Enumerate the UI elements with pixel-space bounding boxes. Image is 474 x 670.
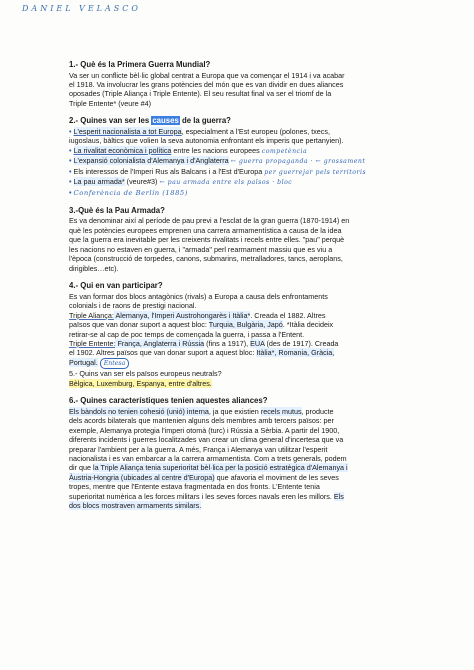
section-q4 (69, 281, 421, 388)
question-4-title: 4.- Qui en van participar? (69, 281, 163, 291)
cause-detail: entre les nacions europees (171, 145, 260, 155)
text: , ja que existien (208, 406, 261, 416)
triple-alliance-members: Alemanya, l'Imperi Austrohongarès i Itàlia* (113, 310, 251, 320)
q2-cause-1-cont: iugoslaus, bàltics que volien la seva autonomia enfrontant els imperis que pertanyien). (69, 136, 344, 146)
q6-line (69, 501, 421, 510)
bullet-icon: • (69, 126, 72, 136)
q6-line: tropes, mentre que l'Entente estava fragmentada en dos fronts. L'Entente tenia (69, 482, 320, 492)
text: superioritat numèrica a les forces militars i les seves forces navals eren les millors. (69, 491, 334, 501)
text: . Creada el 1882. Altres (250, 310, 326, 320)
q1-line: el 1918. Va involucrar les grans potències del món que es van dividir en dues aliances (69, 79, 344, 89)
cause-detail: , especialment a l'Est europeu (polones, txecs, (181, 126, 330, 136)
q6-highlight: Els (333, 491, 344, 501)
section-q2 (69, 116, 421, 198)
q6-line (69, 463, 421, 472)
q2-title-highlight: causes (152, 116, 179, 126)
q1-line: Va ser un conflicte bèl·lic global centrat a Europa que va començar el 1914 i va acabar (69, 70, 345, 80)
section-q6 (69, 396, 421, 510)
bullet-icon: • (69, 177, 72, 187)
bullet-icon: • (69, 145, 72, 155)
bullet-icon: • (69, 166, 72, 176)
q2-cause-6 (69, 188, 421, 198)
triple-alliance-label: Triple Aliança: (69, 310, 114, 320)
handwritten-cause: Conferència de Berlín (1885) (73, 188, 188, 197)
q6-line (69, 492, 421, 501)
usa: EUA (250, 338, 265, 348)
section-q3 (69, 206, 421, 273)
q6-highlight: Àustria-Hongria (ubicades al centre d'Europa) (69, 472, 215, 482)
triple-alliance-line-3: retirar-se al cap de poc temps de començada la guerra, i passa a l'Entent. (69, 329, 305, 339)
neutral-countries: Bèlgica, Luxemburg, Espanya, entre d'altres. (69, 378, 212, 388)
handwritten-note: competència (261, 147, 308, 155)
q6-line (69, 407, 421, 416)
question-3-title: 3.-Què és la Pau Armada? (69, 205, 165, 215)
cause-nationalism: L'esperit nacionalista a tot Europa (73, 126, 182, 136)
q3-line: què les potències europees emprenen una carrera armamentística a causa de la idea (69, 225, 342, 235)
q3-line: que la guerra era inevitable per les creixents rivalitats i recels entre elles. "pau" perquè (69, 235, 345, 245)
triple-alliance-line (69, 311, 421, 320)
handwritten-note: ← guerra propaganda · ← grossament (230, 158, 366, 166)
text: països que van donar suport a aquest bloc: (69, 320, 209, 330)
text: que afavoria el moviment de les seves (214, 472, 339, 482)
handwritten-note: per guerrejar pels territoris (264, 168, 367, 176)
cause-colonialism: L'expansió colonialista d'Alemanya i d'Anglaterra (73, 156, 229, 166)
cause-russia: Els interessos de l'Imperi Rus als Balcans i a l'Est d'Europa (73, 166, 263, 176)
q2-cause-2 (69, 146, 421, 156)
text: dir que (69, 463, 93, 473)
handwritten-note: ← pau armada entre els països · bloc (159, 179, 293, 187)
text: el 1902. Altres països que van donar suport a aquest bloc: (69, 348, 257, 358)
text: (fins a 1917), (204, 338, 251, 348)
triple-entente-line (69, 339, 421, 348)
q5-answer (69, 379, 421, 388)
q3-line: dirigibles…etc). (69, 263, 119, 273)
q3-line: les nacions no estaven en guerra, i "armada" perl rearmament massiu que es viu a (69, 244, 333, 254)
q6-line: preparar l'ambient per a la guerra. A més, França i Alemanya van utilitzar l'esperit (69, 444, 328, 454)
q1-line: oposades (Triple Aliança i Triple Entente). El seu resultat final va ser el triomf de la (69, 89, 332, 99)
q4-line: colonials i de raons de prestigi nacional. (69, 301, 197, 311)
question-6-title: 6.- Quines característiques tenien aquestes aliances? (69, 396, 268, 406)
q2-cause-3 (69, 156, 421, 166)
question-1-title: 1.- Què és la Primera Guerra Mundial? (69, 60, 211, 69)
q4-line: Es van formar dos blocs antagònics (rivals) a Europa a causa dels enfrontaments (69, 291, 328, 301)
triple-entente-line-3 (69, 358, 421, 369)
handwritten-name: DANIEL VELASCO (22, 4, 141, 13)
q2-cause-4 (69, 167, 421, 177)
q6-line: diferents incidents i guerres localitzades van crear un clima general d'incertesa que va (69, 435, 344, 445)
bullet-icon: • (69, 187, 72, 197)
q6-line: dels acords bilaterals que mantenien alguns dels membres amb tercers països: per (69, 416, 334, 426)
cause-ref: (veure#3) (124, 177, 158, 187)
question-5-title (69, 369, 421, 378)
q2-cause-5 (69, 177, 421, 187)
q2-title-part: 2.- Quines van ser les (69, 116, 152, 126)
q6-line: exemple, Alemanya protegia l'imperi otomà (turc) i Rússia a Sèrbia. A partir del 1900, (69, 425, 340, 435)
q3-line: l'època (construcció de torpedes, canons, submarins, metralladores, tancs, aeroplans, (69, 254, 343, 264)
text: (des de 1917). Creada (264, 338, 339, 348)
triple-entente-label: Triple Entente: (69, 338, 116, 348)
document-body (69, 60, 421, 519)
bullet-icon: • (69, 156, 72, 166)
q6-line: nacionalista i es van embarcar a la carrera armamentista. Com a trets generals, podem (69, 454, 347, 463)
entente-supporters: Portugal. (69, 357, 98, 367)
q1-line: Triple Entente* (veure #4) (69, 98, 152, 108)
q2-cause-1 (69, 127, 421, 136)
question-2-title (69, 116, 421, 126)
cause-rivalry: La rivalitat econòmica i política (73, 145, 172, 155)
q6-highlight: Els bàndols no tenien cohesió (unió) interna (69, 406, 209, 416)
cause-armed-peace: La pau armada* (73, 177, 125, 187)
q5-text: 5.- Quins van ser els països europeus neutrals? (69, 369, 222, 379)
alliance-supporters: Turquia, Bulgària, Japó (208, 320, 283, 330)
triple-entente-members: França, Anglaterra i Rússia (115, 338, 205, 348)
section-q1 (69, 60, 421, 108)
q6-highlight: la Triple Aliança tenia superioritat bèl·lica per la posició estratègica d'Alemanya i (92, 463, 348, 473)
text: . *Itàlia decideix (282, 320, 334, 330)
q2-title-part: de la guerra? (179, 116, 231, 126)
q6-line (69, 473, 421, 482)
handwritten-tag: Entesa (100, 358, 130, 369)
triple-alliance-line-2 (69, 320, 421, 329)
triple-entente-line-2 (69, 348, 421, 357)
q3-line: Es va denominar així al període de pau previ a l'esclat de la gran guerra (1870-1914) en (69, 216, 350, 226)
text: , producte (301, 406, 334, 416)
entente-supporters: Itàlia*, Romania, Gràcia, (256, 348, 335, 358)
q6-highlight: dos blocs mostraven armaments similars. (69, 501, 202, 511)
q6-highlight: recels mutus (260, 406, 302, 416)
